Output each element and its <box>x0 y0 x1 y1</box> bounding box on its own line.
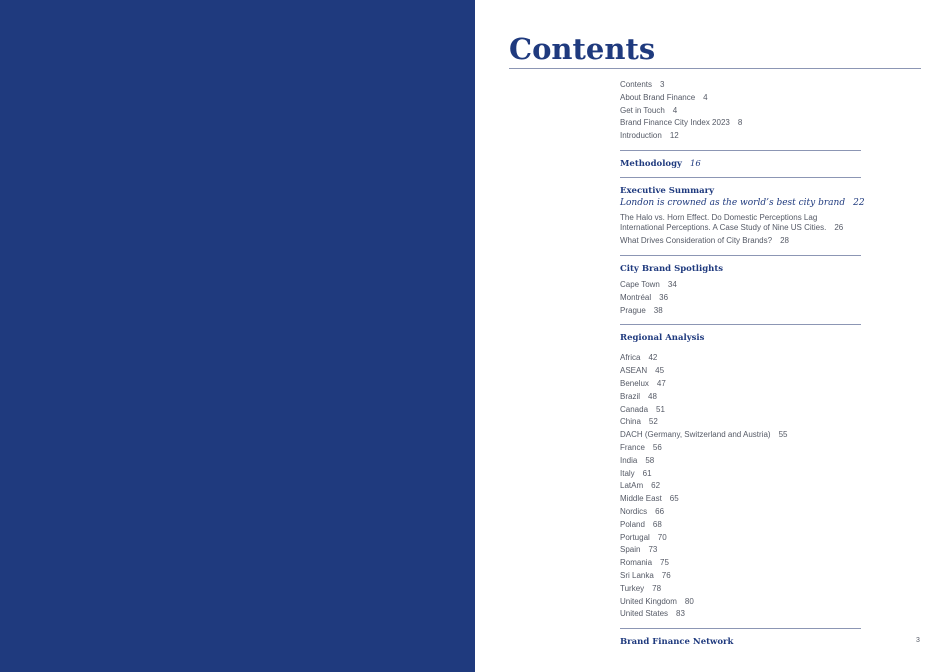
toc-entry-page: 73 <box>648 545 658 555</box>
toc-entry[interactable] <box>620 532 861 545</box>
section-page: 16 <box>690 158 701 169</box>
toc-entry-page: 4 <box>672 105 678 115</box>
section-city-brand-spotlights[interactable]: City Brand Spotlights <box>620 263 724 274</box>
toc-entry-label: Contents <box>620 80 653 89</box>
toc-entry[interactable] <box>620 596 861 609</box>
toc-entry-label: What Drives Consideration of City Brands? <box>620 236 773 246</box>
toc-entry-page: 58 <box>645 455 655 465</box>
toc-entry-page: 36 <box>659 292 669 302</box>
spacer <box>620 344 861 352</box>
toc-entry-page: 76 <box>661 570 671 580</box>
section-executive-summary[interactable]: Executive Summary <box>620 185 715 196</box>
toc-entry-label: Middle East <box>620 494 662 504</box>
section-divider <box>620 150 861 151</box>
toc-entry-label: About Brand Finance <box>620 92 696 102</box>
toc-entry-page: 3 <box>660 80 665 89</box>
toc-entry-label: Montréal <box>620 292 652 302</box>
toc-entry[interactable] <box>620 455 861 468</box>
toc-entry-page: 38 <box>653 305 663 315</box>
toc-entry-label: Turkey <box>620 583 645 593</box>
toc-entry-label: LatAm <box>620 481 644 491</box>
toc-entry-label: Portugal <box>620 532 650 542</box>
toc-entry[interactable] <box>620 235 861 248</box>
toc-entry-page: 34 <box>667 279 677 289</box>
toc-entry-page: 61 <box>642 468 652 478</box>
section-divider <box>620 628 861 629</box>
toc-entry[interactable] <box>620 429 861 442</box>
toc-entry[interactable] <box>620 557 861 570</box>
toc-entry-label: Italy <box>620 468 635 478</box>
toc-entry-page: 70 <box>657 532 667 542</box>
toc-entry[interactable] <box>620 130 861 143</box>
toc-entry-label: Cape Town <box>620 279 660 289</box>
subtitle-page: 22 <box>853 197 865 208</box>
toc-entry-label: United States <box>620 609 669 619</box>
toc-entry-page: 42 <box>648 353 658 363</box>
toc-entry-page: 47 <box>656 378 666 388</box>
section-methodology[interactable] <box>620 159 861 170</box>
toc-entry-label: Benelux <box>620 378 649 388</box>
toc-entry-page: 48 <box>648 391 657 401</box>
toc-entry[interactable] <box>620 480 861 493</box>
toc-entry[interactable] <box>620 391 861 404</box>
toc-entry-page: 65 <box>669 494 679 504</box>
toc-entry-page: 4 <box>703 92 708 102</box>
toc-entry-page: 28 <box>780 236 789 246</box>
toc-entry-page: 56 <box>652 442 662 452</box>
toc-entry[interactable] <box>620 442 861 455</box>
toc-entry-page: 26 <box>834 222 844 232</box>
toc-entry-label: United Kingdom <box>620 596 677 606</box>
toc-entry-label: India <box>620 455 638 465</box>
toc-entry[interactable] <box>620 292 861 305</box>
toc-entry-label: Romania <box>620 558 653 568</box>
toc-entry-page: 83 <box>676 609 685 619</box>
executive-summary-subtitle[interactable] <box>620 197 865 209</box>
toc-entry[interactable] <box>620 544 861 557</box>
toc-entry-label: Nordics <box>620 506 648 516</box>
section-brand-finance-network[interactable]: Brand Finance Network <box>620 637 734 648</box>
toc-entry-label: France <box>620 442 645 452</box>
toc-entry-label: Get in Touch <box>620 105 665 115</box>
toc-entry[interactable] <box>620 493 861 506</box>
toc-entry-label: Brand Finance City Index 2023 <box>620 118 730 128</box>
toc-entry-page: 8 <box>737 118 743 128</box>
toc-entry-page: 80 <box>684 596 694 606</box>
toc-entry-label: Sri Lanka <box>620 570 654 580</box>
toc-entry-label: DACH (Germany, Switzerland and Austria) <box>620 430 771 440</box>
toc-entry-label: Spain <box>620 545 641 555</box>
regional-list <box>620 352 861 621</box>
toc-entry-label: ASEAN <box>620 366 648 376</box>
toc-entry-page: 78 <box>652 583 662 593</box>
toc-entry-label: Poland <box>620 519 645 529</box>
toc-entry[interactable] <box>620 468 861 481</box>
toc-entry-page: 52 <box>648 417 658 427</box>
toc-entry-page: 55 <box>778 430 788 440</box>
toc-entry-label: Canada <box>620 404 649 414</box>
toc-entry[interactable] <box>620 365 861 378</box>
toc-entry-label: Africa <box>620 353 641 363</box>
toc-entry[interactable] <box>620 117 861 130</box>
toc-entry[interactable] <box>620 213 861 232</box>
page-title: Contents <box>509 32 656 66</box>
toc-entry-label: Introduction <box>620 131 662 141</box>
toc-entry[interactable] <box>620 352 861 365</box>
toc-entry-page: 51 <box>656 404 665 414</box>
toc-entry-page: 75 <box>660 558 669 568</box>
section-regional-analysis[interactable]: Regional Analysis <box>620 333 705 344</box>
toc-entry[interactable] <box>620 279 861 292</box>
toc-entry-page: 12 <box>669 131 679 141</box>
toc-entry[interactable] <box>620 506 861 519</box>
subtitle-text: London is crowned as the world’s best city brand <box>620 197 846 208</box>
toc-entry[interactable] <box>620 92 861 105</box>
toc-entry-label: China <box>620 417 641 427</box>
section-heading: Methodology <box>620 158 682 169</box>
table-of-contents <box>620 79 865 648</box>
section-divider <box>620 255 861 256</box>
toc-entry[interactable] <box>620 404 861 417</box>
toc-entry[interactable] <box>620 416 861 429</box>
intro-list <box>620 79 861 143</box>
toc-entry[interactable] <box>620 378 861 391</box>
page-number: 3 <box>916 637 920 644</box>
toc-entry-page: 66 <box>655 506 665 516</box>
toc-entry[interactable] <box>620 519 861 532</box>
toc-entry[interactable] <box>620 79 861 92</box>
toc-entry[interactable] <box>620 305 861 318</box>
toc-entry-page: 45 <box>655 366 665 376</box>
toc-entry-page: 62 <box>651 481 661 491</box>
toc-entry-label: Brazil <box>620 391 641 401</box>
toc-entry-page: 68 <box>652 519 662 529</box>
title-divider <box>509 68 921 69</box>
section-divider <box>620 177 861 178</box>
section-divider <box>620 324 861 325</box>
toc-entry[interactable] <box>620 105 861 118</box>
toc-entry[interactable] <box>620 570 861 583</box>
toc-entry-label: Prague <box>620 305 646 315</box>
toc-entry[interactable] <box>620 583 861 596</box>
toc-entry-label: The Halo vs. Horn Effect. Do Domestic Perceptions Lag International Perceptions. A Case Study of Nine US Cities. <box>620 212 827 232</box>
toc-entry[interactable] <box>620 608 861 621</box>
